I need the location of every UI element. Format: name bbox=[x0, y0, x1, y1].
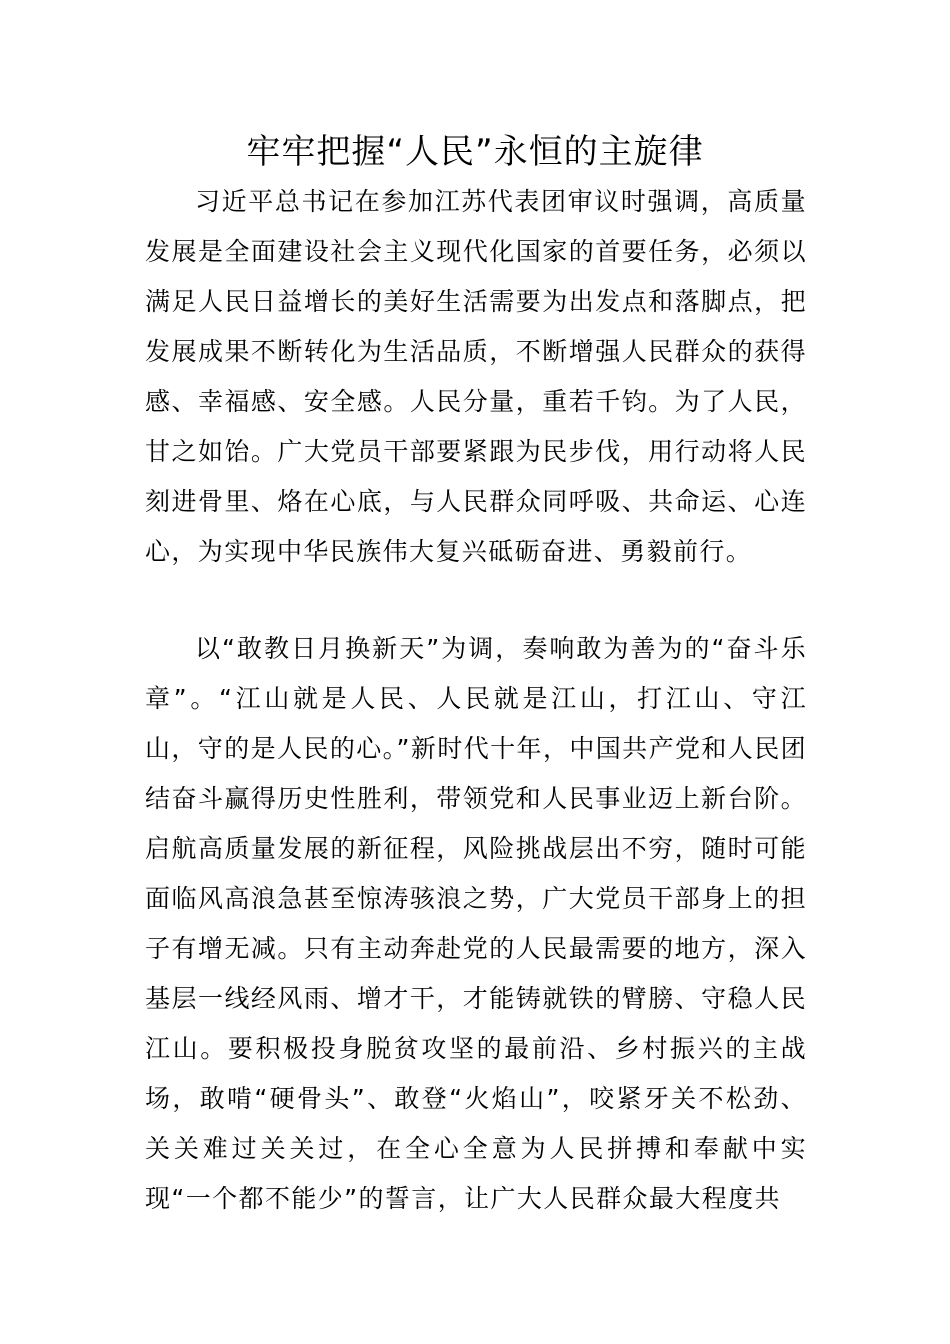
paragraph-1: 习近平总书记在参加江苏代表团审议时强调，高质量发展是全面建设社会主义现代化国家的首要任务，必须以满足人民日益增长的美好生活需要为出发点和落脚点，把发展成果不断转化为生活品质，不断增强人民群众的获得感、幸福感、安全感。人民分量，重若千钧。为了人民，甘之如饴。广大党员干部要紧跟为民步伐，用行动将人民刻进骨里、烙在心底，与人民群众同呼吸、共命运、心连心，为实现中华民族伟大复兴砥砺奋进、勇毅前行。 bbox=[145, 187, 807, 566]
document-title: 牢牢把握“人民”永恒的主旋律 bbox=[246, 132, 704, 172]
paragraph-2: 以“敢教日月换新天”为调，奏响敢为善为的“奋斗乐章”。“江山就是人民、人民就是江山，打江山、守江山，守的是人民的心。”新时代十年，中国共产党和人民团结奋斗赢得历史性胜利，带领党和人民事业迈上新台阶。启航高质量发展的新征程，风险挑战层出不穷，随时可能面临风高浪急甚至惊涛骇浪之势，广大党员干部身上的担子有增无减。只有主动奔赴党的人民最需要的地方，深入基层一线经风雨、增才干，才能铸就铁的臂膀、守稳人民江山。要积极投身脱贫攻坚的最前沿、乡村振兴的主战场，敢啃“硬骨头”、敢登“火焰山”，咬紧牙关不松劲、关关难过关关过，在全心全意为人民拼搏和奉献中实现“一个都不能少”的誓言，让广大人民群众最大程度共 bbox=[145, 634, 807, 1213]
